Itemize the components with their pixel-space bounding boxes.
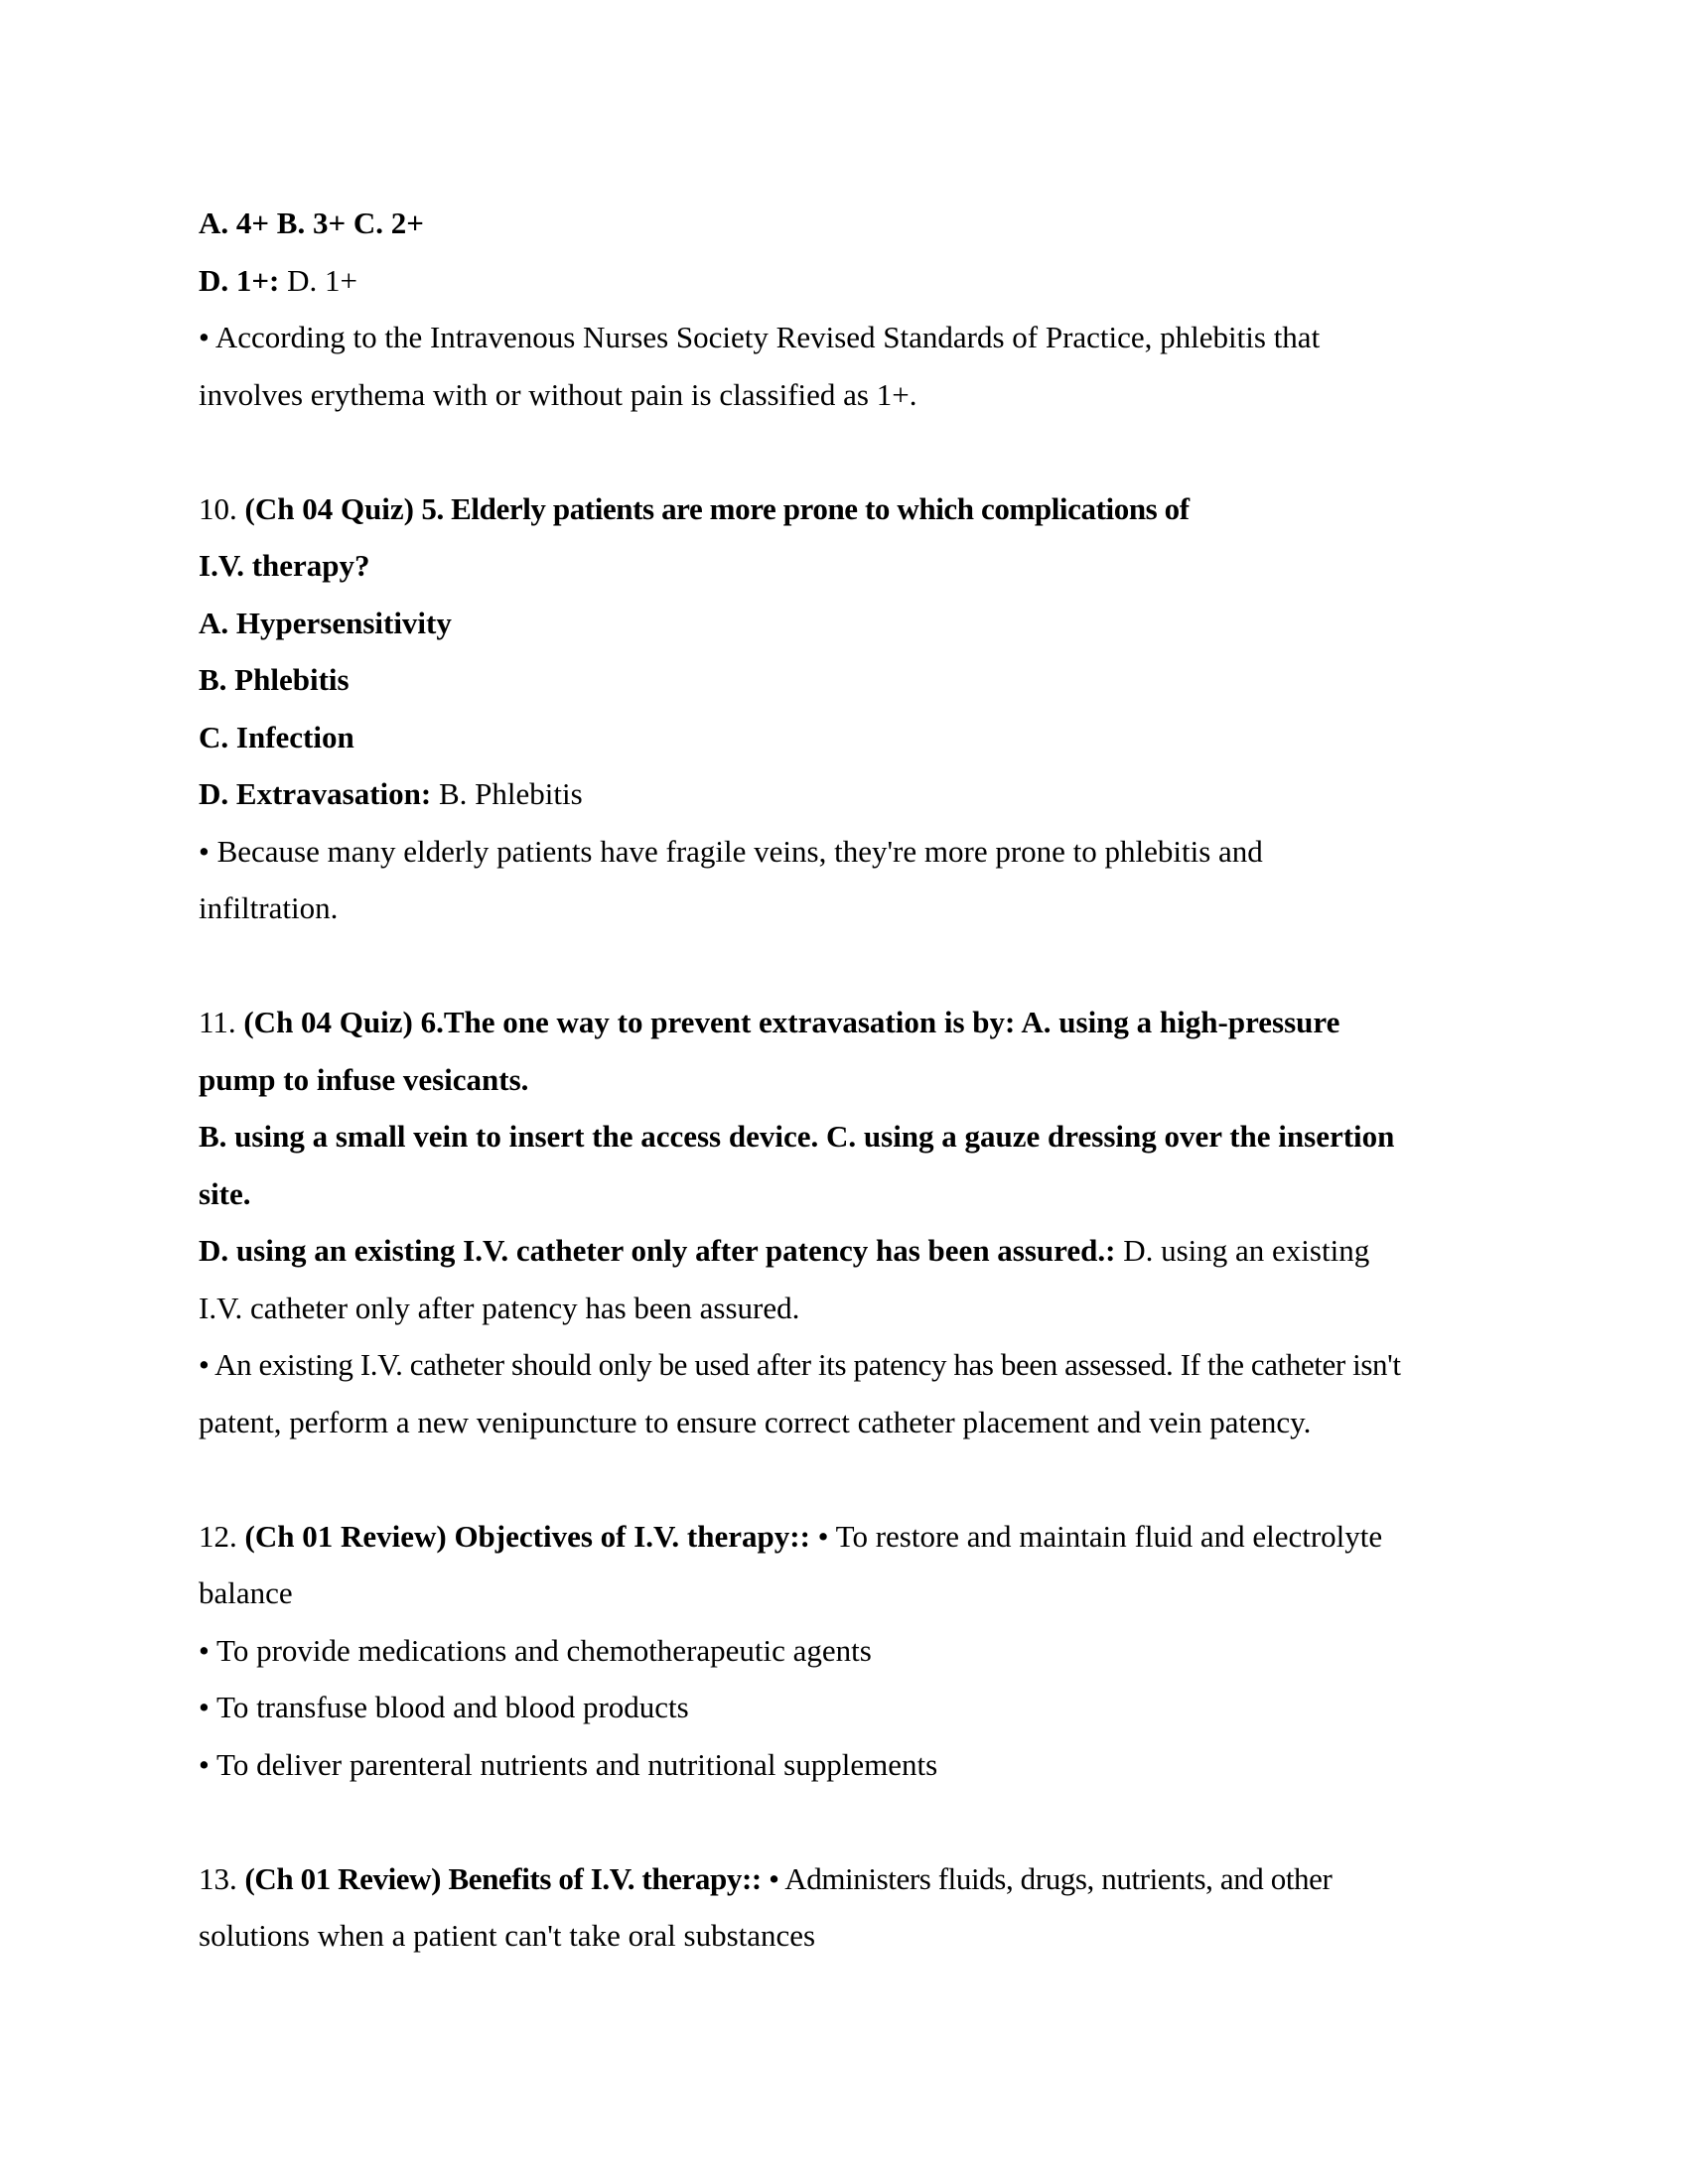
q12-term: Objectives of I.V. therapy:: bbox=[446, 1518, 810, 1554]
q13-term-line bbox=[199, 1850, 1499, 1908]
q12-term-line bbox=[199, 1508, 1499, 1566]
spacer bbox=[199, 1793, 1499, 1850]
question-12 bbox=[199, 1508, 1499, 1794]
q12-number: 12. bbox=[199, 1518, 245, 1554]
q10-option-a: A. Hypersensitivity bbox=[199, 605, 452, 640]
q11-question-text: 6.The one way to prevent extravasation is by: A. using a high-pressure bbox=[412, 1005, 1340, 1039]
document-page bbox=[199, 195, 1499, 1965]
q10-rationale-line-1: • Because many elderly patients have fragile veins, they're more prone to phlebitis and bbox=[199, 833, 1263, 869]
q13-answer-text: • Administers fluids, drugs, nutrients, and other bbox=[761, 1860, 1333, 1896]
question-13 bbox=[199, 1850, 1499, 1965]
q9-answer: D. 1+ bbox=[279, 262, 357, 298]
q11-question-line-1 bbox=[199, 994, 1499, 1051]
q9-last-option: D. 1+: bbox=[199, 262, 280, 298]
q12-answer-text: • To restore and maintain fluid and electrolyte bbox=[809, 1518, 1383, 1554]
q12-source: (Ch 01 Review) bbox=[244, 1518, 447, 1554]
q12-answer-line-5: • To deliver parenteral nutrients and nutritional supplements bbox=[199, 1746, 938, 1782]
question-9-tail bbox=[199, 195, 1499, 423]
q11-answer: D. using an existing bbox=[1115, 1233, 1370, 1268]
spacer bbox=[199, 423, 1499, 480]
q10-answer: B. Phlebitis bbox=[431, 776, 583, 811]
q11-answer-line-2: I.V. catheter only after patency has been assured. bbox=[199, 1290, 800, 1325]
q13-source: (Ch 01 Review) bbox=[244, 1860, 442, 1896]
q11-answer-line bbox=[199, 1222, 1499, 1280]
question-11 bbox=[199, 994, 1499, 1450]
q9-answer-line bbox=[199, 252, 1499, 310]
spacer bbox=[199, 1450, 1499, 1508]
q10-option-c: C. Infection bbox=[199, 719, 354, 754]
q11-option-d: D. using an existing I.V. catheter only after patency has been assured.: bbox=[199, 1233, 1116, 1268]
q10-rationale-line-2: infiltration. bbox=[199, 890, 339, 925]
q10-question-text: 5. Elderly patients are more prone to which complications of bbox=[414, 490, 1190, 526]
q10-option-d: D. Extravasation: bbox=[199, 776, 432, 811]
spacer bbox=[199, 937, 1499, 995]
q10-question-line-2: I.V. therapy? bbox=[199, 548, 370, 583]
q10-answer-line bbox=[199, 765, 1499, 823]
q11-question-line-4: site. bbox=[199, 1175, 251, 1211]
q12-answer-line-3: • To provide medications and chemotherapeutic agents bbox=[199, 1632, 872, 1668]
q11-question-line-2: pump to infuse vesicants. bbox=[199, 1061, 529, 1097]
q10-number: 10. bbox=[199, 490, 245, 526]
q10-option-b: B. Phlebitis bbox=[199, 662, 350, 697]
q9-rationale-line-1: • According to the Intravenous Nurses Society Revised Standards of Practice, phlebitis that bbox=[199, 320, 1321, 354]
q11-rationale-line-2: patent, perform a new venipuncture to ensure correct catheter placement and vein patency. bbox=[199, 1404, 1312, 1439]
q11-number: 11. bbox=[199, 1005, 244, 1039]
q12-answer-line-4: • To transfuse blood and blood products bbox=[199, 1690, 689, 1724]
q9-options-line: A. 4+ B. 3+ C. 2+ bbox=[199, 205, 424, 240]
q11-source: (Ch 04 Quiz) bbox=[243, 1005, 413, 1039]
q9-rationale-line-2: involves erythema with or without pain is classified as 1+. bbox=[199, 376, 917, 412]
q10-source: (Ch 04 Quiz) bbox=[244, 490, 414, 526]
q13-number: 13. bbox=[199, 1860, 245, 1896]
q11-question-line-3: B. using a small vein to insert the access device. C. using a gauze dressing over the insertion bbox=[199, 1119, 1395, 1154]
q10-question-line-1 bbox=[199, 480, 1499, 538]
question-10 bbox=[199, 480, 1499, 937]
q13-term: Benefits of I.V. therapy:: bbox=[441, 1860, 762, 1896]
q12-answer-line-2: balance bbox=[199, 1575, 293, 1610]
q13-answer-line-2: solutions when a patient can't take oral substances bbox=[199, 1918, 816, 1953]
q11-rationale-line-1: • An existing I.V. catheter should only be used after its patency has been assessed. If the catheter isn't bbox=[199, 1347, 1401, 1382]
